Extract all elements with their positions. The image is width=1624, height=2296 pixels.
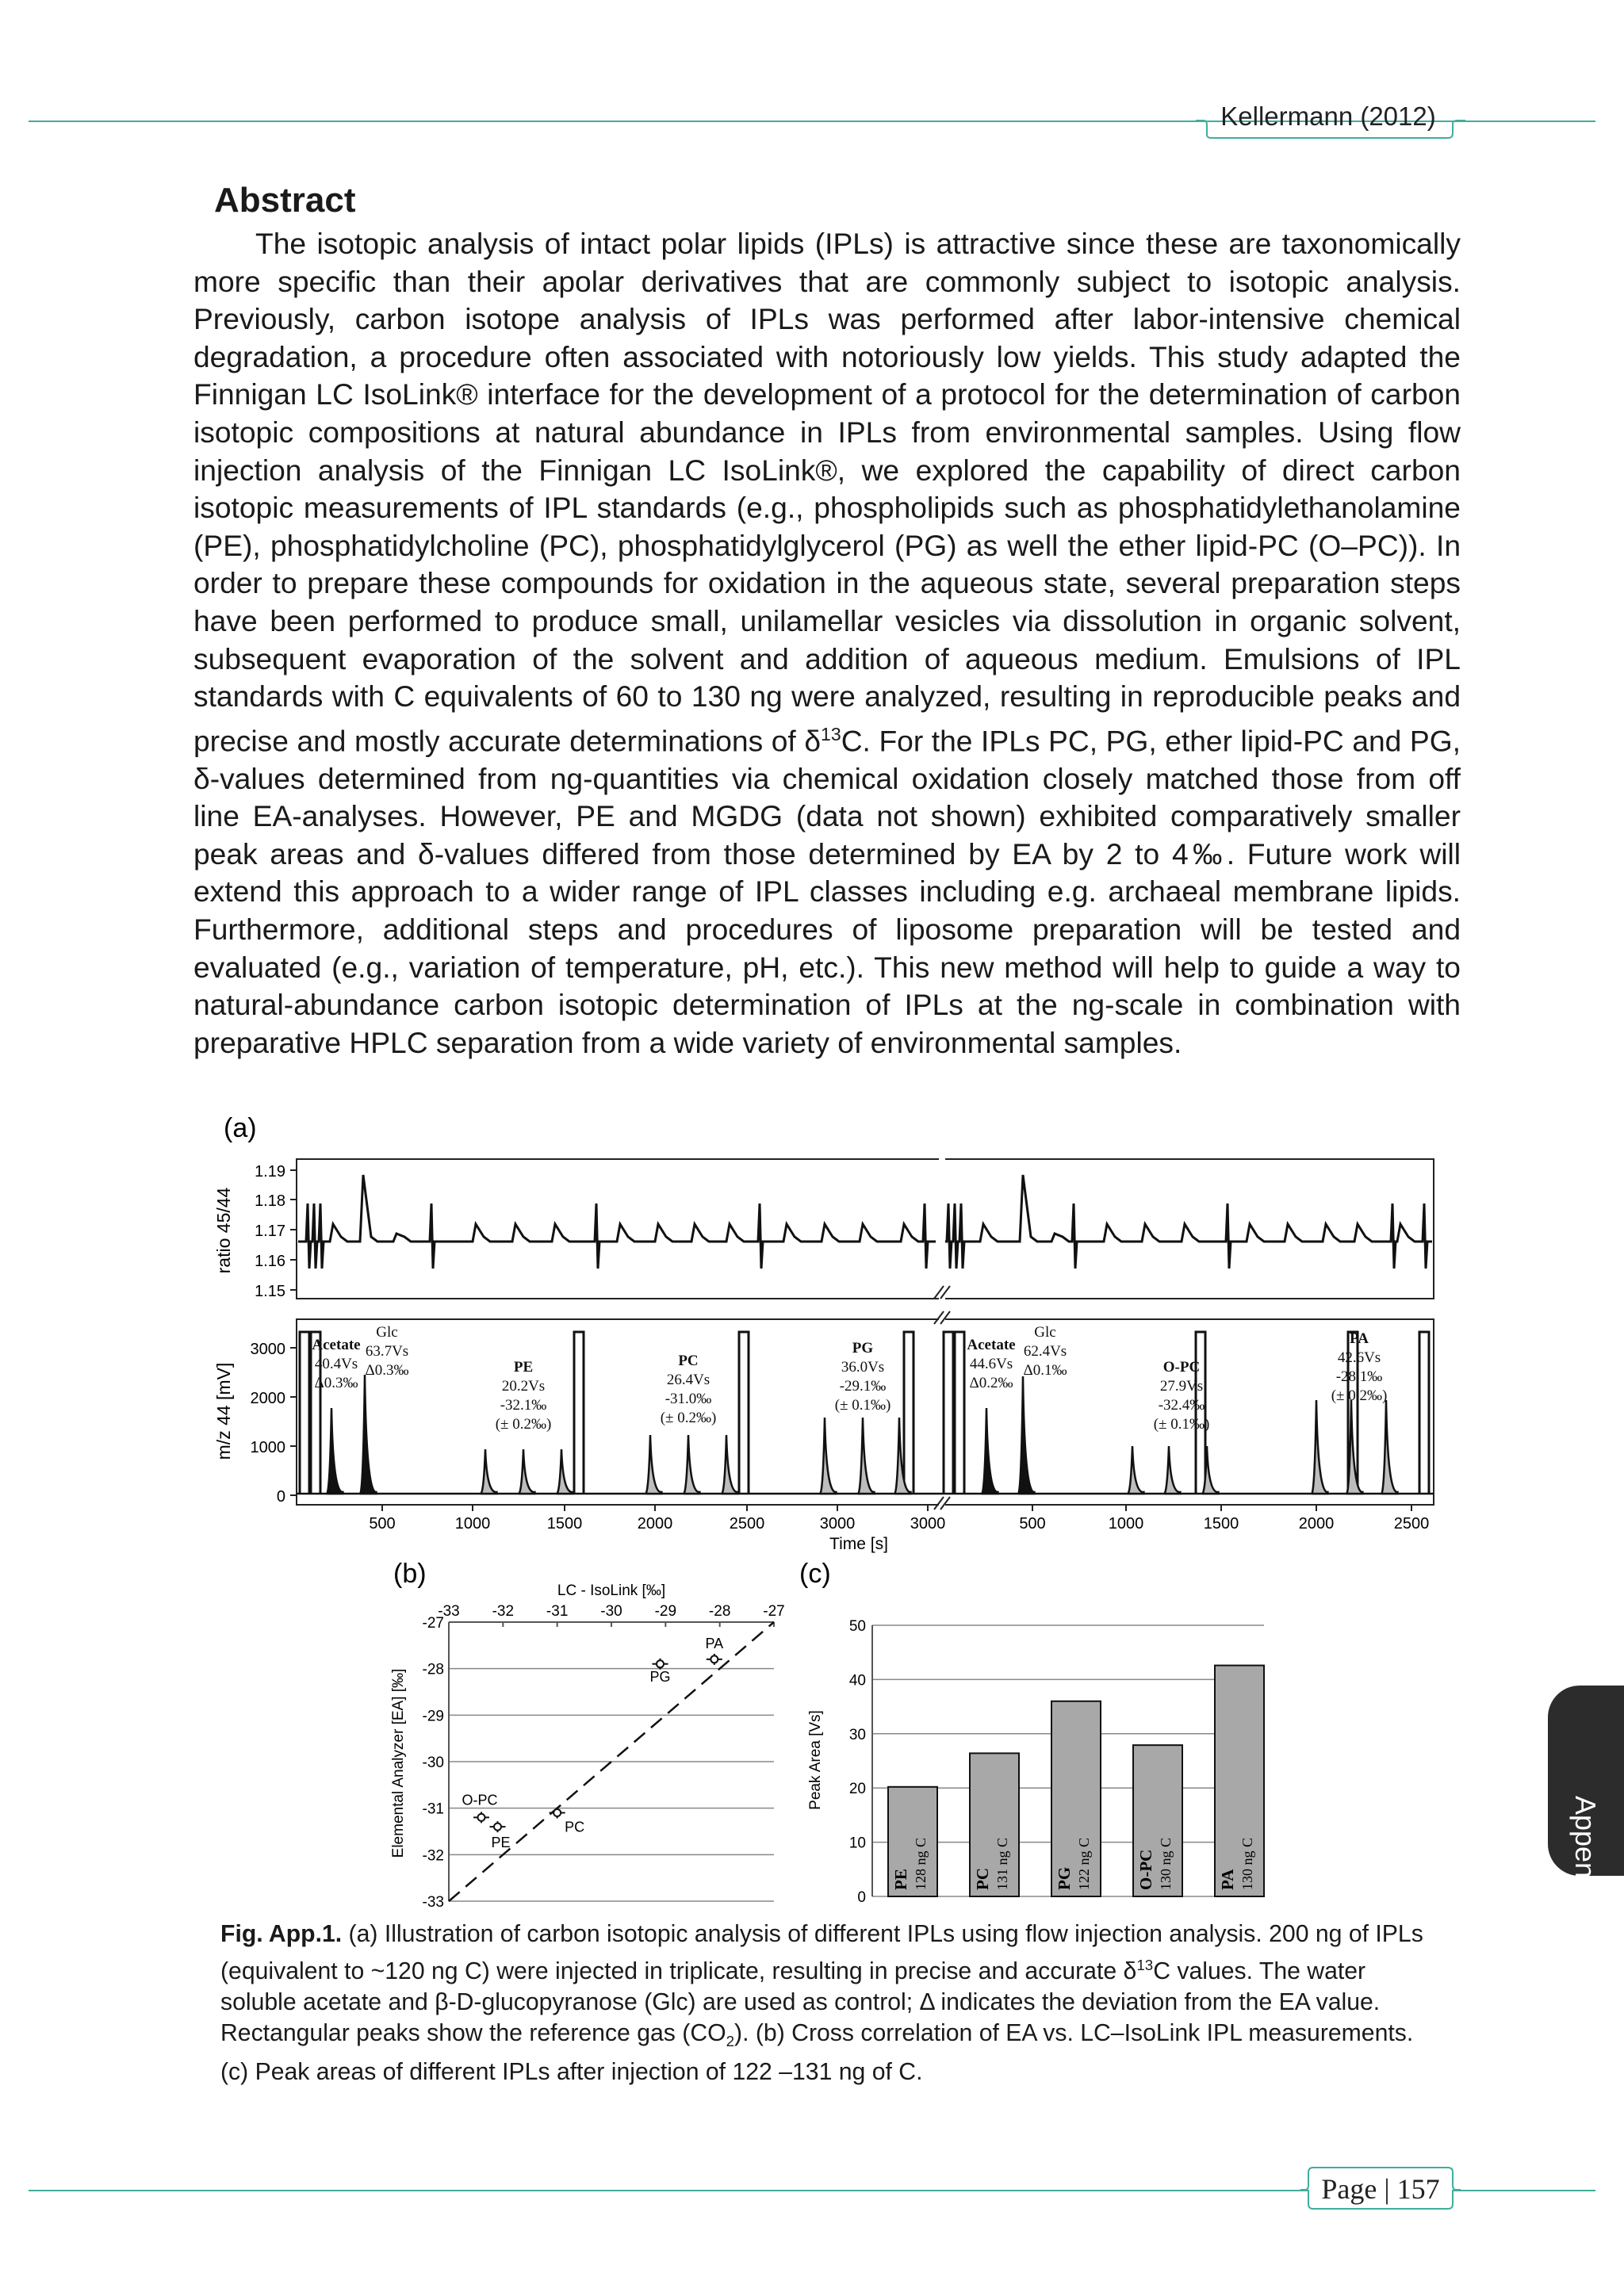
bar-sublabel: 130 ng C	[1158, 1837, 1174, 1890]
scatter-point-label: PG	[649, 1668, 671, 1685]
caption-label: Fig. App.1.	[220, 1921, 343, 1947]
bar-category-label: O-PC	[1136, 1849, 1155, 1890]
ratio-trace-left	[298, 1175, 936, 1269]
peak-annotation-pg: -29.1‰	[839, 1378, 887, 1395]
peak-annotation-pe: 20.2Vs	[501, 1378, 546, 1395]
time-xtick-label: 500	[369, 1515, 396, 1533]
scatter-point-label: PA	[705, 1635, 724, 1651]
scatter-ytick-label: -27	[422, 1615, 444, 1632]
peak-annotation-pe: PE	[513, 1359, 534, 1376]
peak-annotation-opc: O-PC	[1162, 1359, 1201, 1376]
peak-pc	[645, 1435, 661, 1494]
mz44-ytick-label: 1000	[250, 1439, 285, 1456]
ratio-ytick-label: 1.17	[255, 1223, 285, 1240]
scatter-xtick-label: -31	[546, 1603, 569, 1620]
abstract-body: The isotopic analysis of intact polar lipids (IPLs) is attractive since these are taxonomically more specific than their apolar derivatives that are commonly subject to isotopic analysis. Previously, carbon isotope analysis of IPLs was performed after labor-intensive chemical degradation, a procedure often associated with notoriously low yields. This study adapted the Finnigan LC IsoLink® interface for the development of a protocol for the determination of carbon isotopic compositions at natural abundance in IPLs from environmental samples. Using flow injection analysis of the Finnigan LC IsoLink®, we explored the capability of direct carbon isotopic measurements of IPL standards (e.g., phospholipids such as phosphatidylethanolamine (PE), phosphatidylcholine (PC), phosphatidylglycerol (PG) as well the ether lipid-PC (O–PC)). In order to prepare these compounds for oxidation in the aqueous state, several preparation steps have been performed to produce small, unilamellar vesicles via dissolution in organic solvent, subsequent evaporation of the solvent and addition of aqueous medium. Emulsions of IPL standards with C equivalents of 60 to 130 ng were analyzed, resulting in reproducible peaks and precise and mostly accurate determinations of $\delta^{13}C$. For the IPLs PC, PG, ether lipid-PC and PG, δ-values determined from ng-quantities via chemical oxidation closely matched those from off line EA-analyses. However, PE and MGDG (data not shown) exhibited comparatively smaller peak areas and δ-values differed from those determined by EA by 2 to 4‰. Future work will extend this approach to a wider range of IPL classes including e.g. archaeal membrane lipids. Furthermore, additional steps and procedures of liposome preparation will be tested and evaluated (e.g., variation of temperature, pH, etc.). This new method will help to guide a way to natural-abundance carbon isotopic determination of IPLs at the ng-scale in combination with preparative HPLC separation from a wide variety of environmental samples.	[193, 227, 1461, 1059]
mz44-ylabel: m/z 44 [mV]	[213, 1362, 234, 1460]
scatter-point-pa	[710, 1655, 718, 1663]
reference-gas-peak	[300, 1332, 309, 1494]
bar-category-label: PA	[1218, 1869, 1237, 1890]
bar-sublabel: 131 ng C	[994, 1837, 1010, 1890]
peak-opc	[1128, 1446, 1143, 1494]
mz44-ytick-label: 0	[276, 1488, 285, 1506]
scatter-point-pe	[494, 1823, 501, 1831]
figure-app-1	[0, 1094, 1624, 1911]
reference-gas-peak	[1419, 1332, 1429, 1494]
peak-annotation-opc: 27.9Vs	[1159, 1378, 1204, 1395]
peak-acetate	[327, 1408, 343, 1494]
scatter-point-pc	[553, 1809, 561, 1816]
peak-annotation-pc: PC	[678, 1353, 699, 1369]
panel-c-bar-chart	[799, 1559, 1264, 1906]
time-xtick-label: 2500	[1393, 1515, 1430, 1533]
peak-annotation-acetate2: Acetate	[967, 1337, 1016, 1353]
scatter-ytick-label: -33	[422, 1894, 444, 1911]
time-xtick-label: 1500	[546, 1515, 583, 1533]
time-xtick-label: 2000	[637, 1515, 673, 1533]
reference-gas-peak	[574, 1332, 584, 1494]
bar-sublabel: 122 ng C	[1076, 1837, 1092, 1890]
time-xtick-label: 3000	[910, 1515, 946, 1533]
bar-ytick-label: 50	[848, 1618, 866, 1635]
ratio-ytick-label: 1.19	[255, 1163, 285, 1181]
ratio-ylabel: ratio 45/44	[213, 1187, 234, 1274]
peak-annotation-opc: (± 0.1‰)	[1153, 1416, 1210, 1433]
peak-annotation-acetate1: Δ0.3‰	[314, 1375, 358, 1391]
time-xtick-label: 3000	[819, 1515, 856, 1533]
panel-a-label: (a)	[224, 1113, 257, 1143]
ratio-trace-right	[945, 1175, 1432, 1269]
time-xtick-label: 1000	[1108, 1515, 1144, 1533]
bar-category-label: PE	[891, 1869, 910, 1890]
peak-annotation-glc1: Δ0.3‰	[365, 1362, 409, 1379]
panel-b-scatter	[390, 1559, 785, 1911]
peak-pg	[894, 1418, 910, 1494]
figure-caption	[220, 1919, 1442, 2087]
bar-ytick-label: 40	[848, 1672, 866, 1689]
peak-annotation-opc: -32.4‰	[1158, 1397, 1205, 1414]
peak-pa	[1381, 1400, 1397, 1494]
peak-annotation-pg: (± 0.1‰)	[834, 1397, 891, 1414]
peak-annotation-pc: 26.4Vs	[666, 1372, 710, 1388]
scatter-ytick-label: -32	[422, 1847, 444, 1865]
peak-pg	[858, 1418, 874, 1494]
peak-annotation-pe: (± 0.2‰)	[495, 1416, 552, 1433]
scatter-ytick-label: -28	[422, 1661, 444, 1678]
bar-ytick-label: 30	[848, 1726, 866, 1743]
peak-annotation-glc2: Glc	[1034, 1324, 1056, 1341]
page-number: Page | 157	[1321, 2173, 1440, 2205]
scatter-xtick-label: -32	[492, 1603, 515, 1620]
bar-ytick-label: 0	[857, 1889, 866, 1906]
time-xtick-label: 2500	[729, 1515, 765, 1533]
time-xtick-label: 2000	[1298, 1515, 1335, 1533]
peak-pe	[481, 1449, 496, 1494]
peak-annotation-pg: 36.0Vs	[841, 1359, 885, 1376]
ratio-ytick-label: 1.16	[255, 1253, 285, 1270]
peak-annotation-pc: (± 0.2‰)	[660, 1410, 717, 1426]
peak-pe	[519, 1449, 534, 1494]
scatter-ylabel: Elemental Analyzer [EA] [‰]	[390, 1668, 407, 1858]
bar-ylabel: Peak Area [Vs]	[807, 1710, 824, 1810]
peak-annotation-acetate2: Δ0.2‰	[969, 1375, 1013, 1391]
peak-pc	[684, 1435, 699, 1494]
ratio-ytick-label: 1.18	[255, 1192, 285, 1210]
scatter-ytick-label: -30	[422, 1755, 444, 1771]
peak-annotation-pa: -28.1‰	[1335, 1368, 1383, 1385]
peak-glc	[360, 1375, 376, 1494]
appendix-tab-label: Appendix	[1569, 1795, 1602, 1915]
time-xtick-label: 1000	[454, 1515, 491, 1533]
scatter-xtick-label: -30	[600, 1603, 622, 1620]
panel-b-label: (b)	[393, 1559, 427, 1589]
panel-a	[213, 1113, 1434, 1553]
scatter-ytick-label: -29	[422, 1708, 444, 1725]
peak-pg	[820, 1418, 836, 1494]
reference-gas-peak	[904, 1332, 914, 1494]
peak-annotation-pa: PA	[1350, 1330, 1369, 1347]
bar-ytick-label: 20	[848, 1781, 866, 1798]
scatter-xtick-label: -29	[654, 1603, 677, 1620]
scatter-xtick-label: -33	[438, 1603, 460, 1620]
scatter-xtick-label: -28	[708, 1603, 731, 1620]
panel-c-label: (c)	[799, 1559, 831, 1589]
mz44-ytick-label: 3000	[250, 1341, 285, 1358]
abstract-heading: Abstract	[214, 181, 356, 220]
running-head: Kellermann (2012)	[1220, 101, 1436, 131]
scatter-xtick-label: -27	[763, 1603, 785, 1620]
peak-annotation-pc: -31.0‰	[665, 1391, 712, 1407]
bar-ytick-label: 10	[848, 1835, 866, 1852]
scatter-point-label: O-PC	[462, 1792, 498, 1808]
peak-pc	[722, 1435, 737, 1494]
peak-annotation-glc1: Glc	[376, 1324, 398, 1341]
scatter-ytick-label: -31	[422, 1800, 444, 1818]
caption-text: (a) Illustration of carbon isotopic analysis of different IPLs using flow injection analysis. 200 ng of IPLs (equivalent to ~120 ng C) were injected in triplicate, resulting in precise and accurate $\delta^{13}C$ values. The water soluble acetate and β-D-glucopyranose (Glc) are used as control; Δ indicates the deviation from the EA value. Rectangular peaks show the reference gas $(CO_2)$. (b) Cross correlation of EA vs. LC–IsoLink IPL measurements. (c) Peak areas of different IPLs after injection of 122 –131 ng of C.	[220, 1921, 1423, 2086]
peak-annotation-acetate2: 44.6Vs	[969, 1356, 1013, 1372]
bar-category-label: PC	[973, 1868, 992, 1890]
peak-annotation-pg: PG	[852, 1340, 874, 1357]
mz44-ytick-label: 2000	[250, 1390, 285, 1407]
bar-sublabel: 130 ng C	[1239, 1837, 1255, 1890]
peak-annotation-glc1: 63.7Vs	[365, 1343, 409, 1360]
peak-annotation-pa: 42.6Vs	[1337, 1349, 1381, 1366]
ratio-ytick-label: 1.15	[255, 1283, 285, 1300]
scatter-point-pg	[657, 1660, 664, 1667]
scatter-point-label: PE	[491, 1835, 511, 1851]
reference-gas-peak	[739, 1332, 749, 1494]
peak-annotation-glc2: Δ0.1‰	[1023, 1362, 1067, 1379]
peak-glc	[1018, 1376, 1034, 1494]
peak-annotation-glc2: 62.4Vs	[1023, 1343, 1067, 1360]
scatter-point-label: PC	[565, 1819, 585, 1835]
time-xtick-label: 500	[1019, 1515, 1046, 1533]
peak-pa	[1312, 1400, 1327, 1494]
peak-annotation-acetate1: Acetate	[312, 1337, 361, 1353]
peak-opc	[1164, 1446, 1180, 1494]
peak-acetate	[982, 1408, 998, 1494]
scatter-point-o-pc	[478, 1814, 485, 1821]
peak-annotation-pe: -32.1‰	[500, 1397, 547, 1414]
reference-gas-peak	[955, 1332, 964, 1494]
bar-category-label: PG	[1055, 1866, 1074, 1890]
bar-sublabel: 128 ng C	[913, 1837, 929, 1890]
scatter-xlabel: LC - IsoLink [‰]	[557, 1582, 666, 1599]
time-xlabel: Time [s]	[829, 1535, 888, 1553]
peak-annotation-pa: (± 0.2‰)	[1331, 1387, 1388, 1404]
peak-annotation-acetate1: 40.4Vs	[314, 1356, 358, 1372]
peak-pe	[557, 1449, 573, 1494]
time-xtick-label: 1500	[1203, 1515, 1239, 1533]
